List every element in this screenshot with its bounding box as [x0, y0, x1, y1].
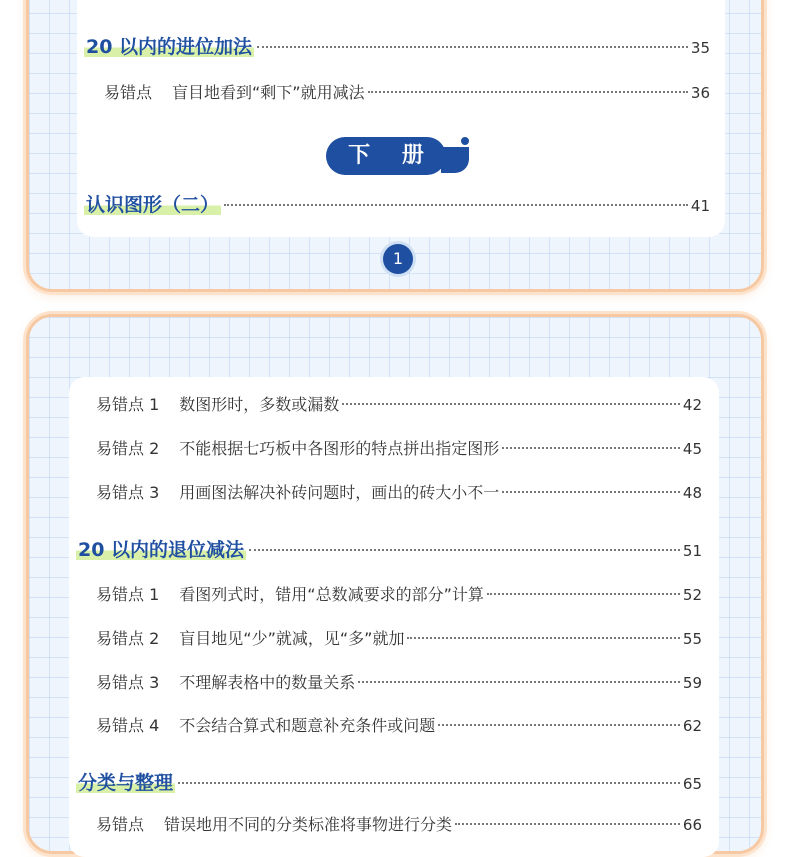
item-text: 盲目地见“少”就减，见“多”就加	[179, 629, 405, 648]
page-number: 55	[682, 630, 702, 648]
item-label: 易错点 1	[96, 395, 160, 414]
toc-item[interactable]	[96, 582, 702, 605]
item-label: 易错点 3	[96, 483, 160, 502]
toc-section-shapes-2[interactable]	[84, 190, 710, 217]
dot-leader	[178, 782, 680, 784]
section-title: 分类与整理	[76, 768, 175, 795]
item-label: 易错点 3	[96, 673, 160, 692]
dot-leader	[342, 403, 680, 405]
page-number: 42	[682, 396, 702, 414]
item-label: 易错点 2	[96, 439, 160, 458]
page-number: 52	[682, 586, 702, 604]
page-number: 48	[682, 484, 702, 502]
item-text: 数图形时，多数或漏数	[179, 395, 340, 414]
dot-leader	[358, 681, 680, 683]
toc-item[interactable]	[96, 436, 702, 459]
page-number: 62	[682, 717, 702, 735]
volume-badge-dot	[459, 135, 471, 147]
page-number: 65	[682, 775, 702, 793]
item-text: 不能根据七巧板中各图形的特点拼出指定图形	[179, 439, 500, 458]
toc-item[interactable]	[96, 626, 702, 649]
item-label: 易错点 2	[96, 629, 160, 648]
section-title: 20 以内的退位减法	[76, 535, 246, 562]
page-number: 59	[682, 674, 702, 692]
page-number: 66	[682, 816, 702, 834]
dot-leader	[502, 491, 680, 493]
item-text: 用画图法解决补砖问题时，画出的砖大小不一	[179, 483, 500, 502]
item-text: 错误地用不同的分类标准将事物进行分类	[164, 815, 453, 834]
toc-item[interactable]	[104, 80, 710, 103]
section-title: 认识图形（二）	[84, 190, 221, 217]
toc-item[interactable]	[96, 670, 702, 693]
dot-leader	[438, 724, 680, 726]
item-text: 盲目地看到“剩下”就用减法	[172, 83, 365, 102]
toc-item[interactable]	[96, 480, 702, 503]
page-number: 36	[690, 84, 710, 102]
toc-section-classification[interactable]	[76, 768, 702, 795]
dot-leader	[224, 204, 688, 206]
toc-item[interactable]	[96, 713, 702, 736]
dot-leader	[257, 46, 688, 48]
section-title: 20 以内的进位加法	[84, 32, 254, 59]
page-number: 41	[690, 197, 710, 215]
dot-leader	[502, 447, 680, 449]
item-text: 看图列式时，错用“总数减要求的部分”计算	[179, 585, 484, 604]
dot-leader	[368, 91, 688, 93]
item-label: 易错点 1	[96, 585, 160, 604]
item-label: 易错点 4	[96, 716, 160, 735]
dot-leader	[455, 823, 680, 825]
item-label: 易错点	[104, 83, 153, 102]
item-label: 易错点	[96, 815, 145, 834]
page-number: 45	[682, 440, 702, 458]
item-text: 不理解表格中的数量关系	[179, 673, 356, 692]
toc-section-carry-addition[interactable]	[84, 32, 710, 59]
toc-section-borrow-subtraction[interactable]	[76, 535, 702, 562]
page-number: 51	[682, 542, 702, 560]
page-number: 35	[690, 39, 710, 57]
dot-leader	[407, 637, 679, 639]
volume-label-badge: 下 册	[326, 137, 446, 175]
toc-item-cut-off[interactable]	[96, 812, 702, 835]
dot-leader	[487, 593, 680, 595]
toc-item[interactable]	[96, 392, 702, 415]
item-text: 不会结合算式和题意补充条件或问题	[179, 716, 436, 735]
page-number-badge: 1	[383, 244, 413, 274]
dot-leader	[249, 549, 680, 551]
